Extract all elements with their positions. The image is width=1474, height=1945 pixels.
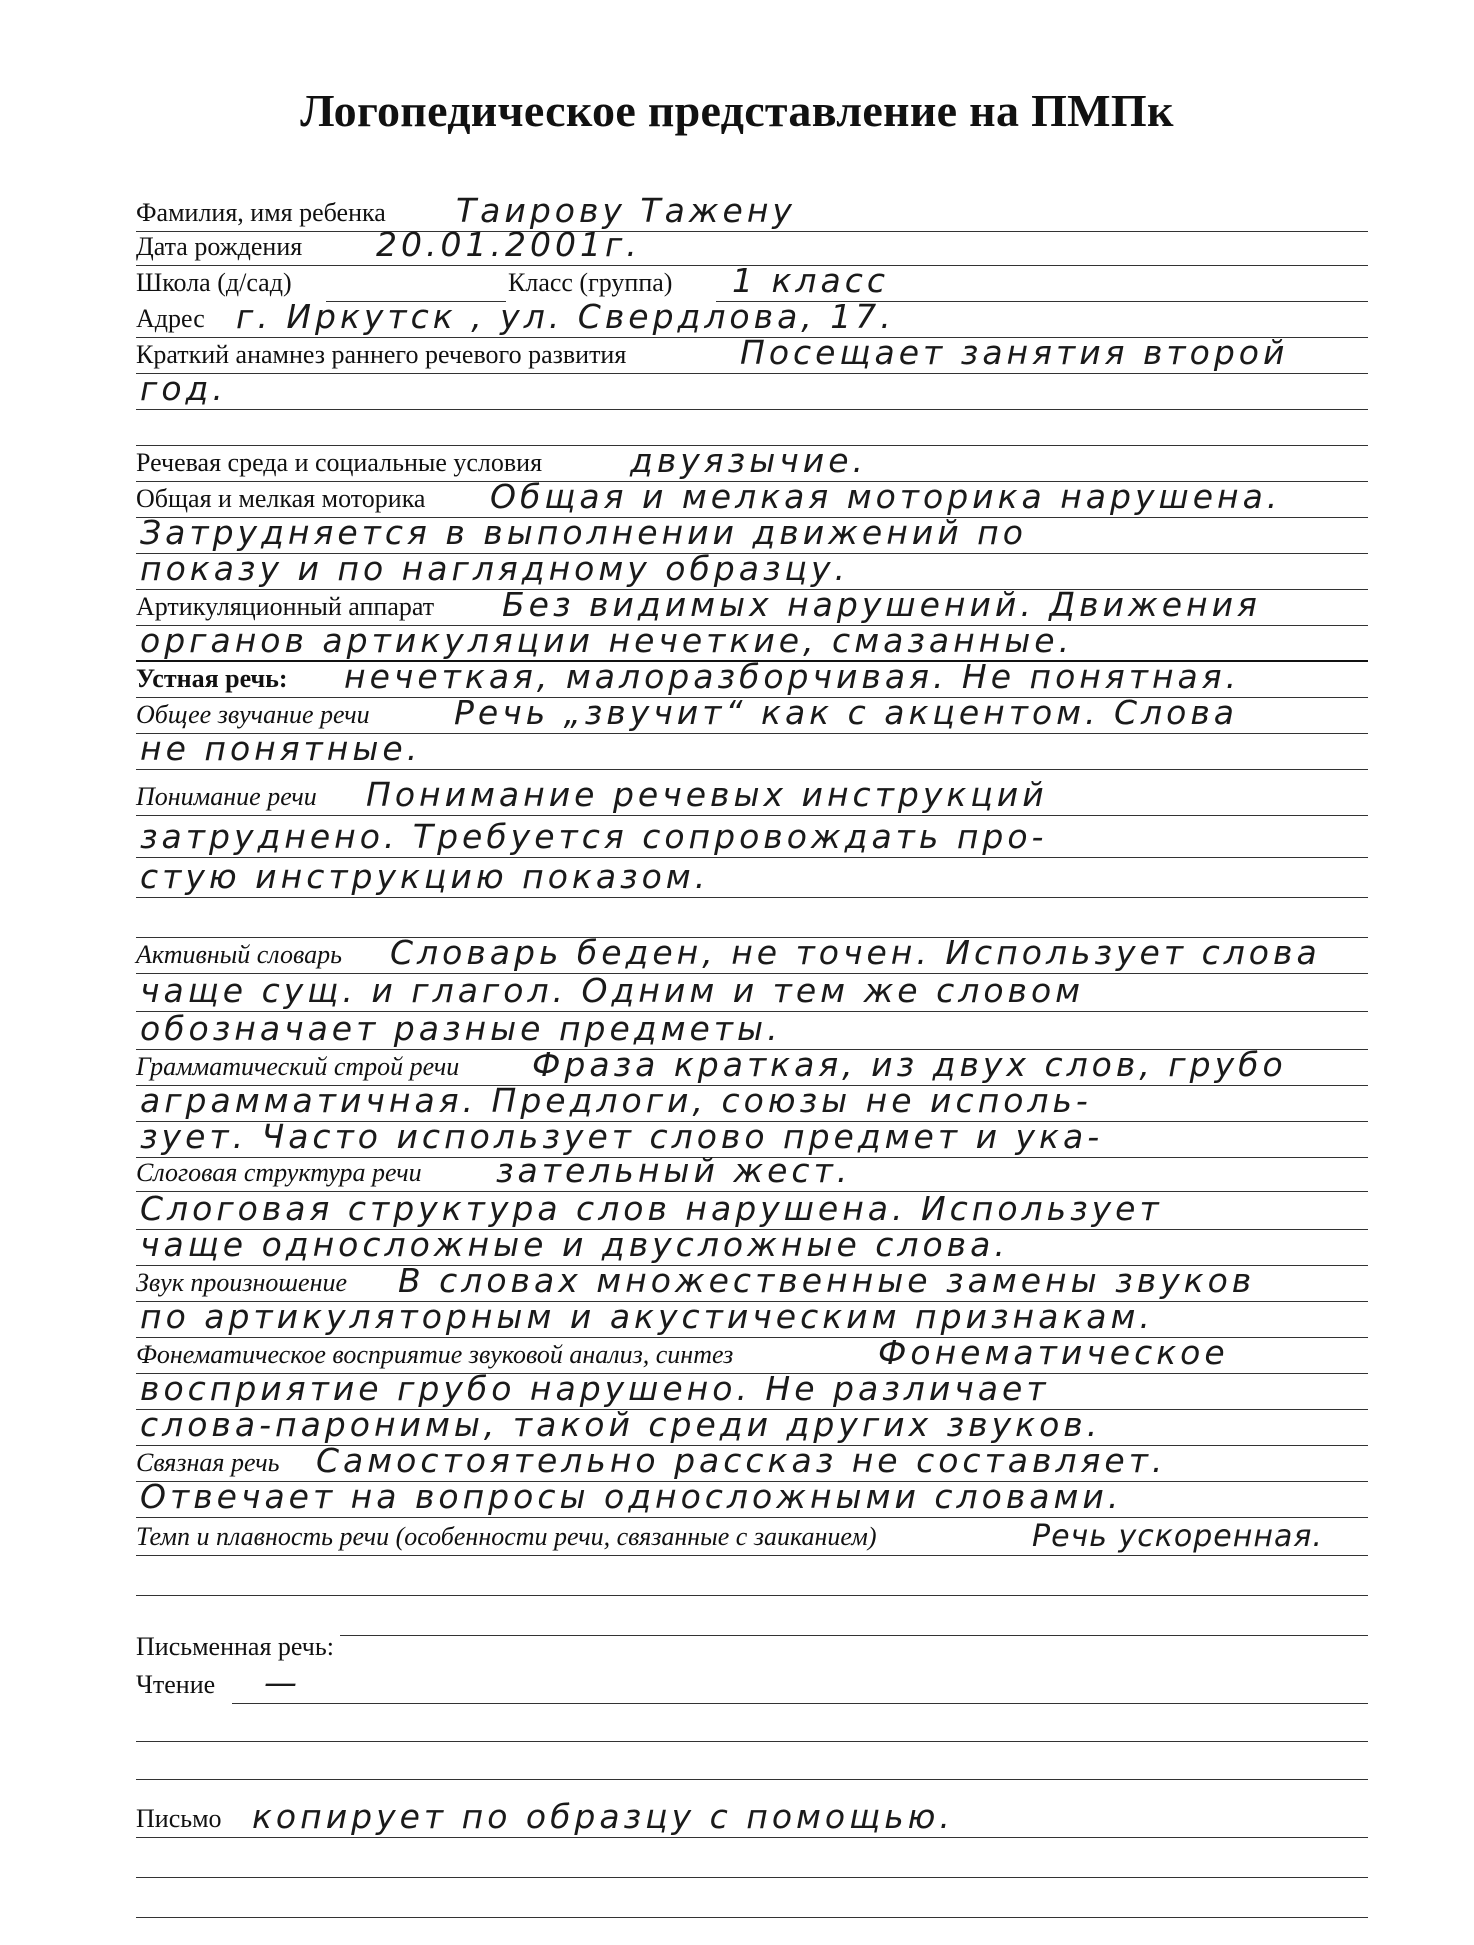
reading-value: — <box>264 1663 301 1702</box>
reading-label: Чтение <box>136 1670 221 1700</box>
field-tempo <box>136 1518 1368 1558</box>
field-sound-cont <box>136 729 1368 772</box>
anamnesis-value-line-1: Посещает занятия второй <box>740 333 1289 372</box>
syllable-value-line-2: Слоговая структура слов нарушена. Использует <box>140 1189 1163 1228</box>
address-value: г. Иркутск , ул. Свердлова, 17. <box>236 297 895 336</box>
field-syllable <box>136 1151 1368 1194</box>
phonemic-value-line-3: слова-паронимы, такой среди других звуков. <box>140 1405 1102 1444</box>
blank-line <box>136 1558 1368 1598</box>
motor-value-line-2: Затрудняется в выполнении движений по <box>140 513 1027 552</box>
understanding-value-line-2: затруднено. Требуется сопровождать про- <box>140 817 1048 856</box>
field-anamnesis-cont <box>136 369 1368 412</box>
class-label: Класс (группа) <box>508 268 678 298</box>
vocabulary-label: Активный словарь <box>136 940 348 970</box>
coherent-speech-value-line-1: Самостоятельно рассказ не составляет. <box>316 1441 1167 1480</box>
sound-value-line-1: Речь „звучит“ как с акцентом. Слова <box>454 693 1238 732</box>
field-reading <box>136 1663 1368 1706</box>
school-label: Школа (д/сад) <box>136 268 298 298</box>
articulation-value-line-2: органов артикуляции нечеткие, смазанные. <box>140 621 1074 660</box>
field-understanding-cont <box>136 817 1368 860</box>
field-coherent-speech-cont <box>136 1477 1368 1520</box>
syllable-value-line-1: зательный жест. <box>496 1151 852 1190</box>
motor-value-line-3: показу и по наглядному образцу. <box>140 549 849 588</box>
grammar-value-line-2: аграмматичная. Предлоги, союзы не исполь- <box>140 1081 1092 1120</box>
address-label: Адрес <box>136 304 211 334</box>
tempo-label: Темп и плавность речи (особенности речи, связанные с заиканием) <box>136 1522 883 1552</box>
pronunciation-value-line-1: В словах множественные замены звуков <box>398 1261 1256 1300</box>
oral-speech-value: нечеткая, малоразборчивая. Не понятная. <box>344 657 1241 696</box>
syllable-label: Слоговая структура речи <box>136 1158 428 1188</box>
blank-line <box>136 1742 1368 1782</box>
syllable-value-line-3: чаще односложные и двусложные слова. <box>140 1225 1009 1264</box>
dob-value: 20.01.2001г. <box>376 225 641 264</box>
field-understanding-cont <box>136 857 1368 900</box>
articulation-label: Артикуляционный аппарат <box>136 592 440 622</box>
vocabulary-value-line-1: Словарь беден, не точен. Использует слова <box>390 933 1321 972</box>
oral-speech-label: Устная речь: <box>136 664 294 694</box>
child-name-label: Фамилия, имя ребенка <box>136 198 392 228</box>
dob-label: Дата рождения <box>136 232 308 262</box>
tempo-value: Речь ускоренная. <box>1032 1519 1323 1554</box>
field-vocabulary-cont <box>136 971 1368 1014</box>
phonemic-label: Фонематическое восприятие звуковой анализ, синтез <box>136 1340 739 1370</box>
field-understanding <box>136 775 1368 818</box>
anamnesis-value-line-2: год. <box>140 369 227 408</box>
document-title: Логопедическое представление на ПМПк <box>300 85 1174 136</box>
writing-label: Письмо <box>136 1804 228 1834</box>
section-written-speech <box>136 1628 1368 1668</box>
motor-label: Общая и мелкая моторика <box>136 484 431 514</box>
phonemic-value-line-1: Фонематическое <box>878 1333 1229 1372</box>
coherent-speech-value-line-2: Отвечает на вопросы односложными словами. <box>140 1477 1123 1516</box>
grammar-label: Грамматический строй речи <box>136 1052 465 1082</box>
environment-value: двуязычие. <box>630 441 867 480</box>
understanding-label: Понимание речи <box>136 782 323 812</box>
anamnesis-label: Краткий анамнез раннего речевого развития <box>136 340 632 370</box>
pronunciation-label: Звук произношение <box>136 1268 353 1298</box>
blank-line <box>136 1880 1368 1920</box>
child-name-value: Таирову Тажену <box>456 191 796 230</box>
motor-value-line-1: Общая и мелкая моторика нарушена. <box>490 477 1282 516</box>
coherent-speech-label: Связная речь <box>136 1448 285 1478</box>
writing-value: копирует по образцу с помощью. <box>252 1797 954 1836</box>
field-vocabulary <box>136 933 1368 976</box>
sound-label: Общее звучание речи <box>136 700 376 730</box>
articulation-value-line-1: Без видимых нарушений. Движения <box>502 585 1261 624</box>
sound-value-line-2: не понятные. <box>140 729 422 768</box>
field-anamnesis <box>136 333 1368 376</box>
understanding-value-line-1: Понимание речевых инструкций <box>366 775 1048 814</box>
understanding-value-line-3: стую инструкцию показом. <box>140 857 710 896</box>
grammar-value-line-1: Фраза краткая, из двух слов, грубо <box>532 1045 1287 1084</box>
pronunciation-value-line-2: по артикуляторным и акустическим признакам. <box>140 1297 1154 1336</box>
vocabulary-value-line-3: обозначает разные предметы. <box>140 1009 782 1048</box>
blank-line <box>136 1840 1368 1880</box>
class-value: 1 класс <box>732 261 890 300</box>
written-speech-label: Письменная речь: <box>136 1632 340 1662</box>
phonemic-value-line-2: восприятие грубо нарушено. Не различает <box>140 1369 1050 1408</box>
environment-label: Речевая среда и социальные условия <box>136 448 548 478</box>
blank-line <box>136 1704 1368 1744</box>
vocabulary-value-line-2: чаще сущ. и глагол. Одним и тем же словом <box>140 971 1085 1010</box>
grammar-value-line-3: зует. Часто использует слово предмет и ука- <box>140 1117 1104 1156</box>
field-writing <box>136 1797 1368 1840</box>
